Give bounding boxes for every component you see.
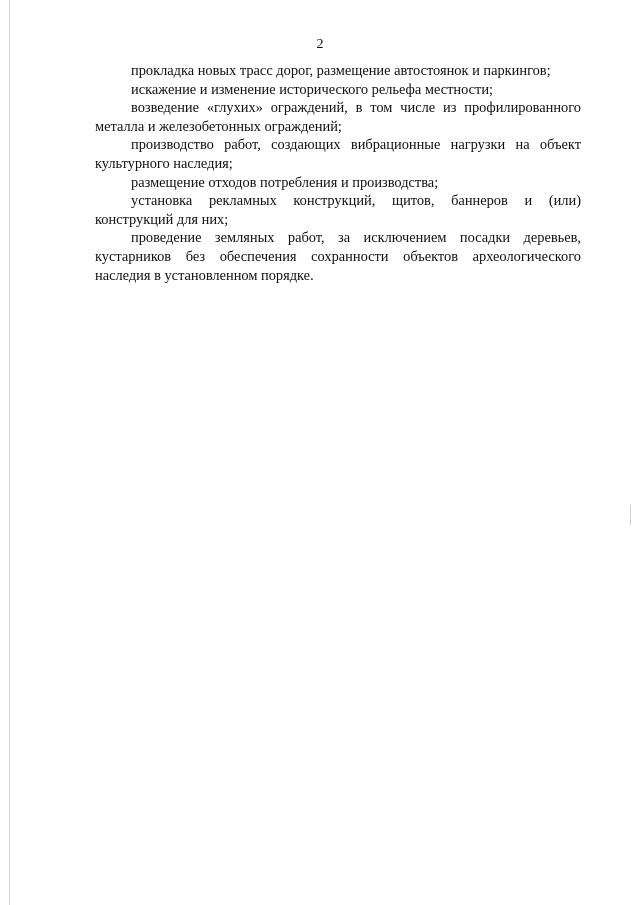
prohibitions-list	[95, 62, 581, 285]
list-item: искажение и изменение исторического рельефа местности;	[131, 81, 494, 98]
list-item: установка рекламных конструкций, щитов, баннеров и (или) конструкций для них;	[95, 193, 581, 228]
list-item: возведение «глухих» ограждений, в том числе из профилированного металла и железобетонных ограждений;	[95, 100, 581, 135]
list-item: размещение отходов потребления и производства;	[131, 174, 439, 191]
scan-edge-left	[9, 0, 10, 905]
list-item: проведение земляных работ, за исключением посадки деревьев, кустарников без обеспечения сохранности объектов археологического наследия в установленном порядке.	[95, 230, 581, 284]
page-number: 2	[316, 37, 324, 52]
list-item: прокладка новых трасс дорог, размещение автостоянок и паркингов;	[131, 63, 551, 79]
list-item: производство работ, создающих вибрационные нагрузки на объект культурного наследия;	[95, 137, 581, 172]
scan-mark-right	[630, 505, 631, 525]
